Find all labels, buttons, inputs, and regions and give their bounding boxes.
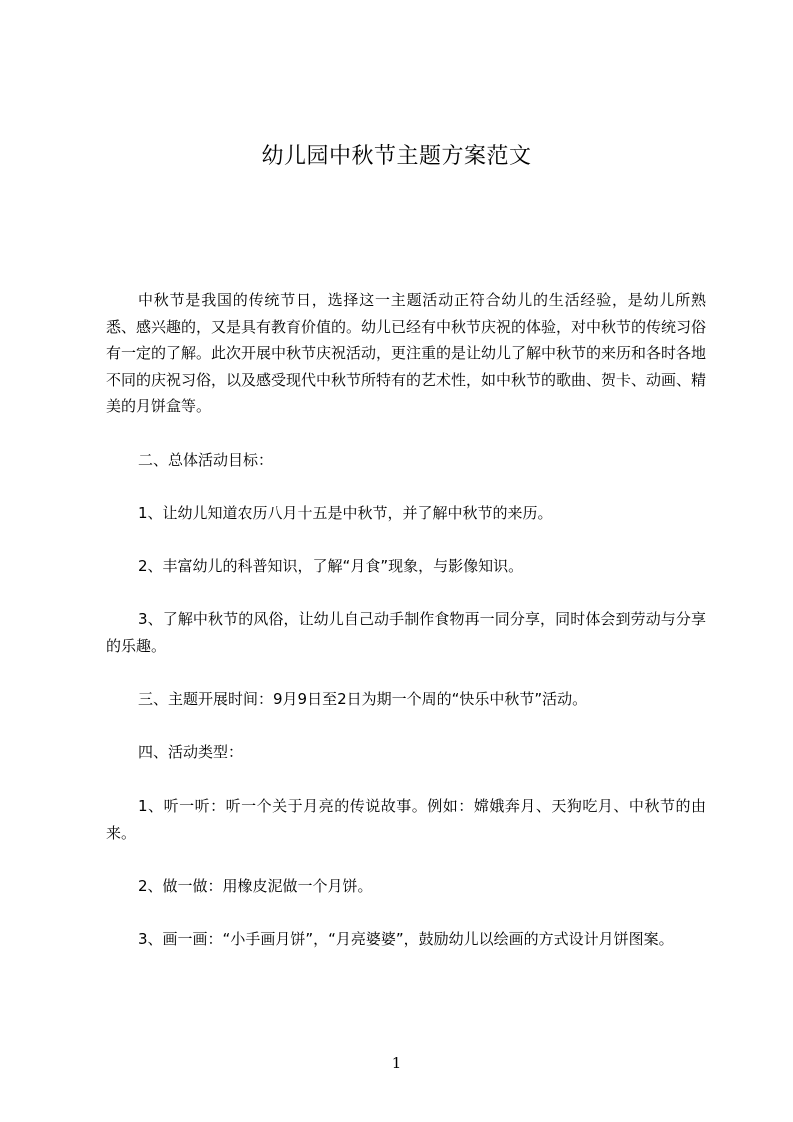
goal-item-1: 1、让幼儿知道农历八月十五是中秋节，并了解中秋节的来历。: [138, 504, 553, 522]
section-heading-goals: 二、总体活动目标：: [138, 451, 274, 469]
activity-item-1: 1、听一听：听一个关于月亮的传说故事。例如：嫦娥奔月、天狗吃月、中秋节的由来。: [106, 797, 706, 842]
intro-paragraph: 中秋节是我国的传统节日，选择这一主题活动正符合幼儿的生活经验，是幼儿所熟悉、感兴趣的，又是具有教育价值的。幼儿已经有中秋节庆祝的体验，对中秋节的传统习俗有一定的了解。此次开展中秋节庆祝活动，更注重的是让幼儿了解中秋节的来历和各时各地不同的庆祝习俗，以及感受现代中秋节所特有的艺术性，如中秋节的歌曲、贺卡、动画、精美的月饼盒等。: [106, 291, 707, 415]
goal-item-2: 2、丰富幼儿的科普知识，了解“月食”现象，与影像知识。: [138, 557, 524, 575]
activity-item-2: 2、做一做：用橡皮泥做一个月饼。: [138, 877, 373, 895]
section-heading-types: 四、活动类型：: [138, 743, 244, 761]
section-heading-time: 三、主题开展时间：9月9日至2日为期一个周的“快乐中秋节”活动。: [138, 690, 588, 708]
page-number: 1: [391, 1054, 402, 1072]
document-title: 幼儿园中秋节主题方案范文: [261, 144, 532, 169]
goal-item-3: 3、了解中秋节的风俗，让幼儿自己动手制作食物再一同分享，同时体会到劳动与分享的乐趣。: [106, 610, 706, 655]
activity-item-3: 3、画一画：“小手画月饼”，“月亮婆婆”，鼓励幼儿以绘画的方式设计月饼图案。: [138, 930, 674, 948]
